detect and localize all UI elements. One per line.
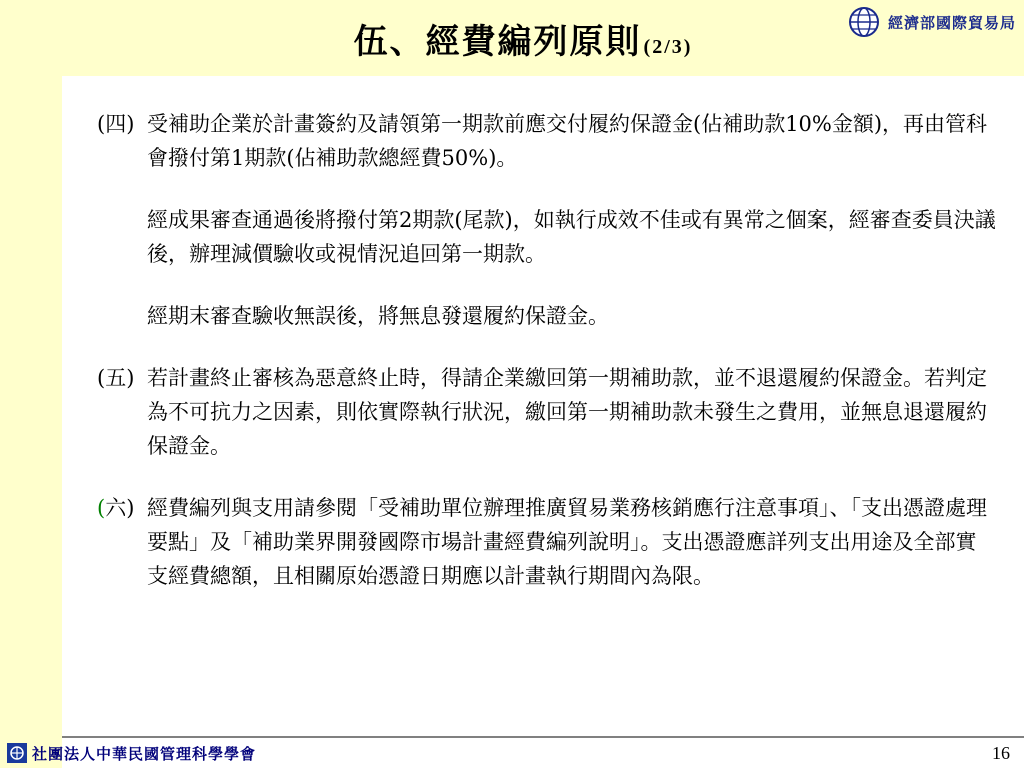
list-item-5 (97, 361, 997, 463)
footer-organization (6, 742, 256, 764)
org-logo-icon (6, 742, 28, 764)
sub-paragraph-second-payment (97, 203, 997, 271)
paragraph-text: 經成果審查通過後將撥付第2期款(尾款)，如執行成效不佳或有異常之個案，經審查委員決議後，辦理減價驗收或視情況追回第一期款。 (147, 208, 996, 266)
list-item-text: 若計畫終止審核為惡意終止時，得請企業繳回第一期補助款，並不退還履約保證金。若判定為不可抗力之因素，則依實際執行狀況，繳回第一期補助款未發生之費用，並無息退還履約保證金。 (147, 366, 987, 458)
globe-logo-icon (848, 6, 880, 38)
list-item-label: (六) (97, 496, 135, 520)
main-content (97, 107, 997, 593)
list-item-text: 經費編列與支用請參閱「受補助單位辦理推廣貿易業務核銷應行注意事項」、「支出憑證處理要點」及「補助業界開發國際市場計畫經費編列說明」。支出憑證應詳列支出用途及全部實支經費總額，且相關原始憑證日期應以計畫執行期間內為限。 (147, 496, 987, 588)
page-title-text: 伍、經費編列原則 (353, 21, 642, 62)
agency-name: 經濟部國際貿易局 (887, 13, 1016, 32)
list-item-text: 受補助企業於計畫簽約及請領第一期款前應交付履約保證金(佔補助款10%金額)，再由管科會撥付第1期款(佔補助款總經費50%)。 (147, 112, 988, 170)
list-item-6 (97, 491, 997, 593)
list-item-4 (97, 107, 997, 175)
list-item-label: (五) (97, 366, 135, 390)
paragraph-text: 經期末審查驗收無誤後，將無息發還履約保證金。 (147, 304, 609, 328)
left-decorative-band (0, 0, 62, 768)
list-item-label: (四) (97, 112, 135, 136)
footer-divider (62, 736, 1024, 738)
sub-paragraph-deposit-return (97, 299, 997, 333)
page-title (354, 14, 693, 63)
page-title-part: (2/3) (643, 35, 693, 58)
page-number: 16 (992, 743, 1010, 763)
agency-logo (848, 6, 1016, 38)
org-name: 社團法人中華民國管理科學學會 (32, 744, 257, 763)
